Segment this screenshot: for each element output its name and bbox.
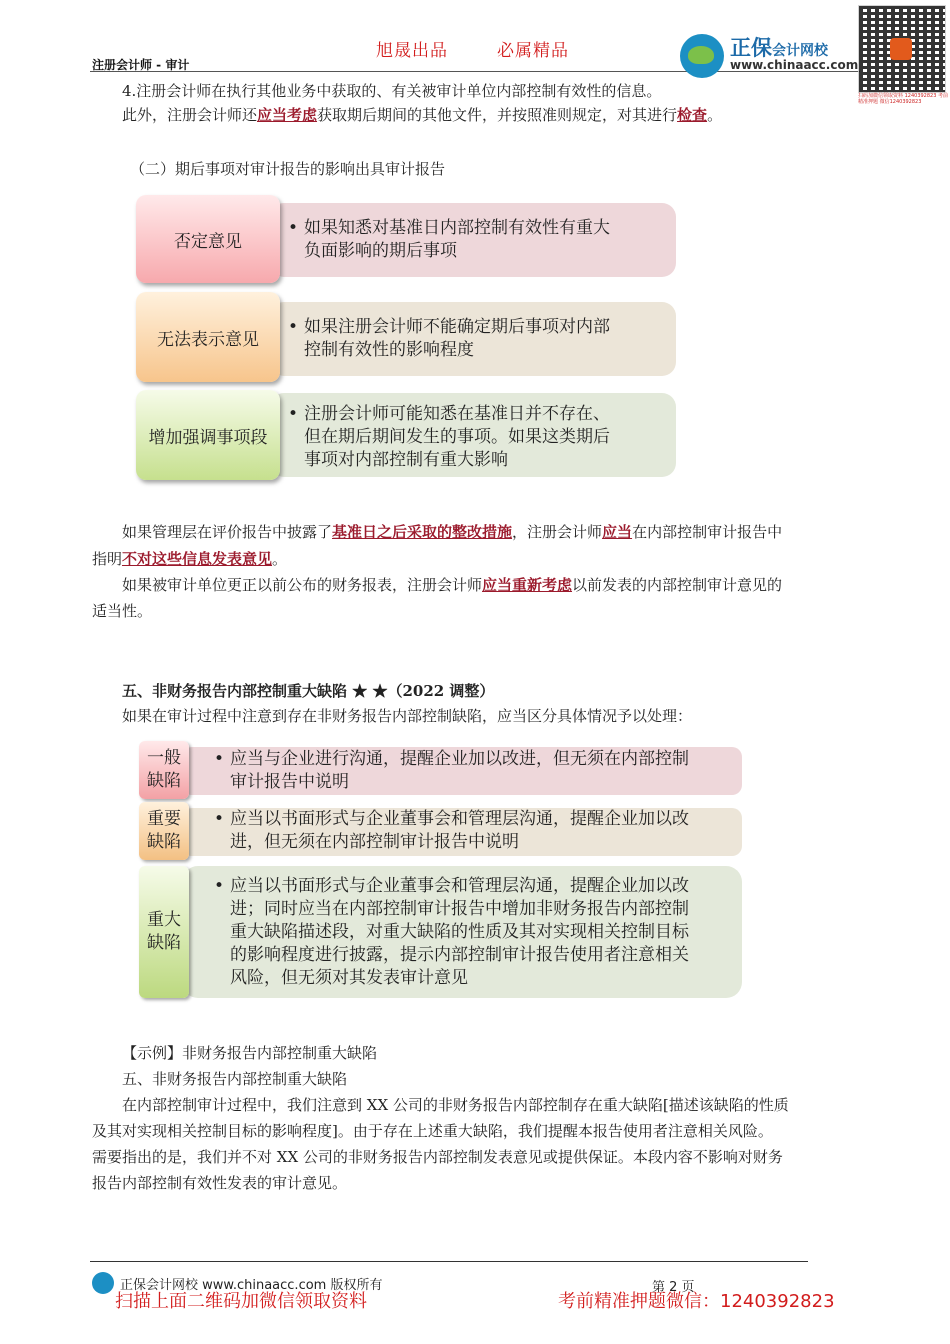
qr-center-badge-icon [890, 38, 912, 60]
example-line-3: 需要指出的是，我们并不对 XX 公司的非财务报告内部控制发表意见或提供保证。本段内容不影响对财务 [92, 1148, 783, 1166]
footer-page-number: 第 2 页 [652, 1280, 695, 1295]
p1-line-1: 如果管理层在评价报告中披露了基准日之后采取的整改措施，注册会计师应当在内部控制审计报告中 [122, 523, 783, 541]
diagram2-label: 重大 缺陷 [139, 866, 189, 998]
example-subtitle: 五、非财务报告内部控制重大缺陷 [122, 1070, 348, 1088]
diagram1-label: 无法表示意见 [136, 292, 280, 382]
example-line-2: 及其对实现相关控制目标的影响程度]。由于存在上述重大缺陷，我们提醒本报告使用者注意相关风险。 [92, 1122, 773, 1140]
top-line-2: 此外，注册会计师还应当考虑获取期后期间的其他文件，并按照准则规定，对其进行检查。 [122, 106, 723, 124]
qr-note: 扫码加微信领取资料 1240392823 考前精准押题 微信1240392823 [858, 93, 948, 105]
logo-name: 正保会计网校 [730, 36, 828, 60]
example-line-1: 在内部控制审计过程中，我们注意到 XX 公司的非财务报告内部控制存在重大缺陷[描述该缺陷的性质 [122, 1096, 789, 1114]
diagram2-box: • 应当以书面形式与企业董事会和管理层沟通，提醒企业加以改 进；同时应当在内部控制审计报告中增加非财务报告内部控制 重大缺陷描述段，对重大缺陷的性质及其对实现相关控制目标 的影响程度进行披露，提示内部控制审计报告使用者注意相关 风险，但无须对其发表审计意见 [182, 866, 742, 998]
logo-url[interactable]: www.chinaacc.com [730, 58, 859, 72]
diagram1-label: 增加强调事项段 [136, 390, 280, 480]
example-line-4: 报告内部控制有效性发表的审计意见。 [92, 1174, 348, 1192]
p2-line-1: 如果被审计单位更正以前公布的财务报表，注册会计师应当重新考虑以前发表的内部控制审计意见的 [122, 576, 783, 594]
chinaacc-logo-icon [680, 34, 724, 78]
header-brand-right: 必属精品 [497, 41, 569, 61]
footer-promo-left: 扫描上面二维码加微信领取资料 [115, 1291, 367, 1312]
diagram2-label: 一般 缺陷 [139, 741, 189, 799]
footer-divider [90, 1261, 808, 1262]
diagram1-box: • 注册会计师可能知悉在基准日并不存在、 但在期后期间发生的事项。如果这类期后 事项对内部控制有重大影响 [270, 393, 676, 477]
p2-line-2: 适当性。 [92, 602, 153, 620]
section-5-intro: 如果在审计过程中注意到存在非财务报告内部控制缺陷，应当区分具体情况予以处理： [122, 707, 693, 725]
p1-line-2: 指明不对这些信息发表意见。 [92, 550, 288, 568]
diagram2-box: • 应当与企业进行沟通，提醒企业加以改进，但无须在内部控制 审计报告中说明 [182, 747, 742, 795]
diagram2-box: • 应当以书面形式与企业董事会和管理层沟通，提醒企业加以改 进，但无须在内部控制审计报告中说明 [182, 808, 742, 856]
diagram2-label: 重要 缺陷 [139, 802, 189, 860]
diagram1-box: • 如果知悉对基准日内部控制有效性有重大 负面影响的期后事项 [270, 203, 676, 277]
header-brand-left: 旭晟出品 [376, 41, 448, 61]
section-5-title: 五、非财务报告内部控制重大缺陷 ★ ★（2022 调整） [122, 682, 495, 700]
diagram1-label: 否定意见 [136, 195, 280, 283]
top-line-1: 4.注册会计师在执行其他业务中获取的、有关被审计单位内部控制有效性的信息。 [122, 82, 662, 100]
example-title: 【示例】非财务报告内部控制重大缺陷 [122, 1044, 378, 1062]
section-2-title: （二）期后事项对审计报告的影响出具审计报告 [130, 160, 446, 178]
header-course: 注册会计师 - 审计 [92, 58, 190, 72]
diagram1-box: • 如果注册会计师不能确定期后事项对内部 控制有效性的影响程度 [270, 302, 676, 376]
footer-promo-right: 考前精准押题微信：1240392823 [558, 1291, 835, 1312]
footer-copyright: 正保会计网校 www.chinaacc.com 版权所有 [120, 1278, 383, 1293]
footer-logo-icon [92, 1272, 114, 1294]
